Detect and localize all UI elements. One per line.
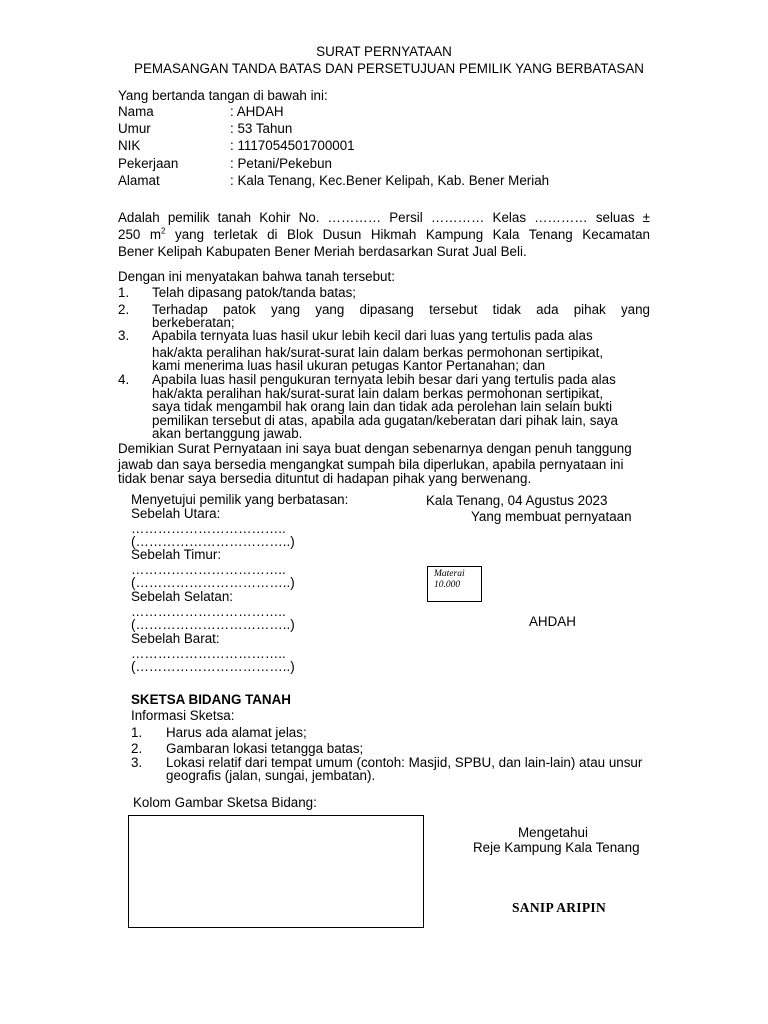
sketch-heading: SKETSA BIDANG TANAH: [131, 692, 291, 707]
signature-dots: ……………………………..: [131, 604, 286, 619]
owner-location: yang terletak di Blok Dusun Hikmah Kampung Kala Tenang Kecamatan: [165, 227, 650, 242]
item-line: Apabila luas hasil pengukuran ternyata lebih besar dari yang tertulis pada alas: [152, 372, 616, 387]
witness-label: Mengetahui: [518, 825, 588, 840]
item-line: berkeberatan;: [152, 315, 235, 330]
sketch-item-line: Harus ada alamat jelas;: [166, 725, 307, 740]
signature-name-blank: (……………………………..): [131, 659, 295, 674]
neighbor-side-label: Sebelah Utara:: [131, 506, 221, 521]
declare-intro: Dengan ini menyatakan bahwa tanah tersebut:: [118, 269, 395, 284]
field-label-nama: Nama: [118, 104, 154, 119]
place-date: Kala Tenang, 04 Agustus 2023: [426, 493, 608, 508]
sketch-item-number: 2.: [131, 741, 143, 756]
sketch-item-line: geografis (jalan, sungai, jembatan).: [166, 768, 376, 783]
sketch-item-line: Lokasi relatif dari tempat umum (contoh: Masjid, SPBU, dan lain-lain) atau unsur: [166, 755, 643, 770]
item-line: akan bertanggung jawab.: [152, 426, 303, 441]
closing-line: Demikian Surat Pernyataan ini saya buat dengan sebenarnya dengan penuh tanggung: [118, 441, 632, 456]
sketch-item-line: Gambaran lokasi tetangga batas;: [166, 741, 364, 756]
field-label-nik: NIK: [118, 138, 141, 153]
witness-title: Reje Kampung Kala Tenang: [473, 840, 640, 855]
closing-line: tidak benar saya bersedia dituntut di hadapan pihak yang berwenang.: [118, 471, 532, 486]
item-line: kami menerima luas hasil ukuran petugas Kantor Pertanahan; dan: [152, 358, 546, 373]
neighbors-heading: Menyetujui pemilik yang berbatasan:: [131, 492, 349, 507]
stamp-duty-box: [427, 566, 482, 602]
field-label-pekerjaan: Pekerjaan: [118, 156, 179, 171]
maker-label: Yang membuat pernyataan: [471, 509, 632, 524]
stamp-label: Materai: [434, 569, 465, 579]
doc-subtitle: PEMASANGAN TANDA BATAS DAN PERSETUJUAN PEMILIK YANG BERBATASAN: [134, 61, 644, 76]
item-number: 4.: [118, 372, 130, 387]
signature-dots: ……………………………..: [131, 521, 286, 536]
owner-line-3: Bener Kelipah Kabupaten Bener Meriah berdasarkan Surat Jual Beli.: [118, 244, 527, 259]
item-line: saya tidak mengambil hak orang lain dan tidak ada perolehan lain selain bukti: [152, 399, 613, 414]
item-line: hak/akta peralihan hak/surat-surat lain dalam berkas permohonan sertipikat,: [152, 345, 604, 360]
field-value-nama: : AHDAH: [230, 104, 284, 119]
sketch-item-number: 3.: [131, 755, 143, 770]
witness-name: SANIP ARIPIN: [512, 900, 606, 915]
neighbor-side-label: Sebelah Timur:: [131, 547, 222, 562]
signature-dots: ……………………………..: [131, 562, 286, 577]
owner-line-1: Adalah pemilik tanah Kohir No. ………… Persil ………… Kelas ………… seluas ±: [118, 210, 650, 225]
item-line: Terhadap patok yang yang dipasang tersebut tidak ada pihak yang: [152, 302, 650, 317]
item-number: 2.: [118, 302, 130, 317]
field-value-pekerjaan: : Petani/Pekebun: [230, 156, 332, 171]
field-label-umur: Umur: [118, 121, 151, 136]
sketch-box-label: Kolom Gambar Sketsa Bidang:: [133, 795, 317, 810]
owner-line-2: [118, 227, 650, 243]
field-value-alamat: : Kala Tenang, Kec.Bener Kelipah, Kab. Bener Meriah: [230, 173, 550, 188]
signature-name-blank: (……………………………..): [131, 617, 295, 632]
stamp-value: 10.000: [434, 580, 461, 590]
field-label-alamat: Alamat: [118, 173, 160, 188]
owner-area-unit-sup: 2: [161, 226, 166, 236]
field-value-umur: : 53 Tahun: [230, 121, 293, 136]
signature-name-blank: (……………………………..): [131, 534, 295, 549]
maker-name: AHDAH: [529, 614, 576, 629]
item-line: pemilikan tersebut di atas, apabila ada gugatan/keberatan dari pihak lain, saya: [152, 413, 619, 428]
item-number: 3.: [118, 328, 130, 343]
signature-dots: ……………………………..: [131, 646, 286, 661]
item-line: hak/akta peralihan hak/surat-surat lain dalam berkas permohonan sertipikat,: [152, 386, 604, 401]
doc-title: SURAT PERNYATAAN: [316, 44, 452, 59]
neighbor-side-label: Sebelah Selatan:: [131, 589, 233, 604]
item-number: 1.: [118, 285, 130, 300]
signature-name-blank: (……………………………..): [131, 575, 295, 590]
item-line: Apabila ternyata luas hasil ukur lebih kecil dari luas yang tertulis pada alas: [152, 328, 593, 343]
sketch-drawing-box[interactable]: [128, 815, 424, 928]
sketch-item-number: 1.: [131, 725, 143, 740]
item-line: Telah dipasang patok/tanda batas;: [152, 285, 356, 300]
closing-line: jawab dan saya bersedia mengangkat sumpah bila diperlukan, apabila pernyataan ini: [118, 457, 624, 472]
sketch-info: Informasi Sketsa:: [131, 708, 235, 723]
neighbor-side-label: Sebelah Barat:: [131, 631, 220, 646]
intro-text: Yang bertanda tangan di bawah ini:: [118, 88, 328, 103]
owner-area: 250 m: [118, 227, 162, 242]
field-value-nik: : 1117054501700001: [230, 138, 355, 153]
